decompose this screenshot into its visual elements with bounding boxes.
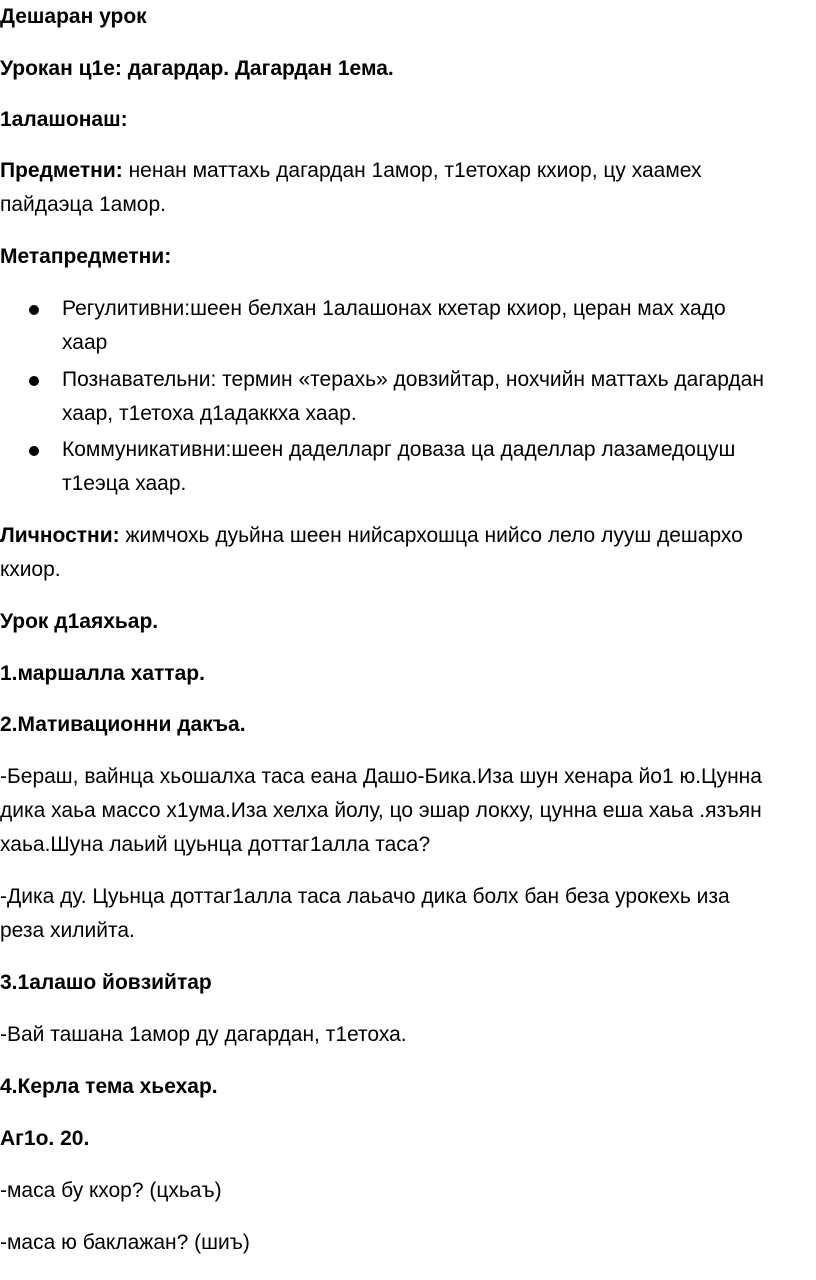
document-title: Дешаран урок <box>0 5 147 28</box>
personal-objective-line2: кхиор. <box>0 558 61 581</box>
meta-item-regulative-line2: хаар <box>62 331 108 354</box>
bullet-icon <box>29 305 39 315</box>
meta-item-cognitive-line1: Познавательни: термин «терахь» довзийтар, нохчийн маттахь дагардан <box>62 368 764 391</box>
question-2: -маса ю баклажан? (шиъ) <box>0 1231 250 1254</box>
subject-objective-line1 <box>0 154 702 188</box>
paragraph-friendship-line1: -Дика ду. Цуьнца доттаг1алла таса лаьачо дика болх бан беза урокехь иза <box>0 885 730 908</box>
step-goal: 3.1алашо йовзийтар <box>0 971 212 994</box>
meta-item-communicative-line1: Коммуникативни:шеен даделларг доваза ца даделлар лазамедоцуш <box>62 438 736 461</box>
paragraph-intro-line1: -Бераш, вайнца хьошалха таса еана Дашо-Бика.Иза шун хенара йо1 ю.Цунна <box>0 765 762 788</box>
subject-objective-text: ненан маттахь дагардан 1амор, т1етохар кхиор, цу хаамех <box>122 159 702 182</box>
bullet-icon <box>29 446 39 456</box>
paragraph-intro-line2: дика хаьа массо х1ума.Иза хелха йолу, цо эшар локху, цунна еша хаьа .язъян <box>0 799 762 822</box>
step-motivation: 2.Мативационни дакъа. <box>0 713 246 736</box>
course-heading: Урок д1аяхьар. <box>0 610 159 633</box>
paragraph-goal: -Вай ташана 1амор ду дагардан, т1етоха. <box>0 1023 407 1046</box>
meta-item-regulative-line1: Регулитивни:шеен белхан 1алашонах кхетар кхиор, церан мах хадо <box>62 297 726 320</box>
personal-objective-text: жимчохь дуьйна шеен нийсархошца нийсо лело лууш дешархо <box>119 524 743 547</box>
lesson-goal: Урокан ц1е: дагардар. Дагардан 1ема. <box>0 57 394 80</box>
meta-item-cognitive-line2: хаар, т1етоха д1адаккха хаар. <box>62 402 357 425</box>
subject-objective-line2: пайдаэца 1амор. <box>0 193 166 216</box>
question-1: -маса бу кхор? (цхьаъ) <box>0 1179 222 1202</box>
meta-item-communicative-line2: т1еэца хаар. <box>62 472 187 495</box>
objectives-heading: 1алашонаш: <box>0 108 128 131</box>
subject-objective-label: Предметни: <box>0 159 123 182</box>
personal-objective-line1 <box>0 519 743 553</box>
bullet-icon <box>29 376 39 386</box>
step-new-topic: 4.Керла тема хьехар. <box>0 1075 218 1098</box>
exercise-reference: Аг1о. 20. <box>0 1127 90 1150</box>
paragraph-friendship-line2: реза хилийта. <box>0 919 135 942</box>
meta-heading: Метапредметни: <box>0 245 172 268</box>
step-greeting: 1.маршалла хаттар. <box>0 662 205 685</box>
paragraph-intro-line3: хаьа.Шуна лаьий цуьнца доттаг1алла таса? <box>0 833 431 856</box>
personal-objective-label: Личностни: <box>0 524 120 547</box>
